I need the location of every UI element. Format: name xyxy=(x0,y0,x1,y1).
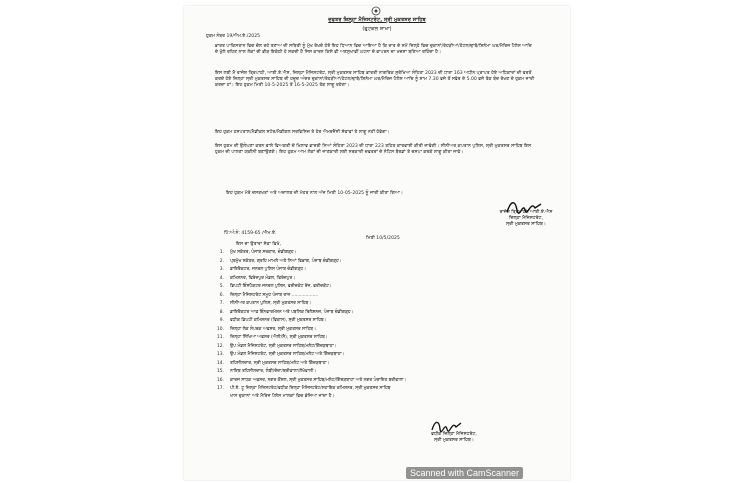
recipient-list xyxy=(210,249,530,394)
list-item xyxy=(210,258,530,267)
list-text: ਡਿਪਟੀ ਇੰਸਪੈਕਟਰ ਜਨਰਲ ਪੁਲਿਸ, ਫਰੀਦਕੋਟ ਰੇਂਜ, ਫਰੀਦਕੋਟ। xyxy=(230,284,332,289)
signature-2-title: ਵਧੀਕ ਜ਼ਿਲ੍ਹਾ ਮੈਜਿਸਟਰੇਟ, xyxy=(431,432,477,437)
list-text: ਡਾਇਰੈਕਟਰ ਆਫ ਇੰਨਫਾਰਮੇਸ਼ਨ ਅਤੇ ਪਬਲਿਕ ਰਿਲੇਸ਼ਨਜ਼, ਪੰਜਾਬ ਚੰਡੀਗੜ੍ਹ। xyxy=(230,309,354,315)
list-item xyxy=(210,266,530,275)
signature-place: ਸ੍ਰੀ ਮੁਕਤਸਰ ਸਾਹਿਬ। xyxy=(506,222,546,227)
list-text: ਜ਼ਿਲ੍ਹਾ ਲੋਕ ਸੰਪਰਕ ਅਫਸਰ, ਸ੍ਰੀ ਮੁਕਤਸਰ ਸਾਹਿਬ। xyxy=(230,326,316,332)
list-text: ਕਮਿਸ਼ਨਰ, ਫਿਰੋਜ਼ਪੁਰ ਮੰਡਲ, ਫਿਰੋਜ਼ਪੁਰ। xyxy=(230,275,296,281)
list-text: ਤਹਿਸੀਲਦਾਰ, ਸ੍ਰੀ ਮੁਕਤਸਰ ਸਾਹਿਬ/ਮਲੋਟ ਅਤੇ ਗਿੱਦੜਬਾਹਾ। xyxy=(230,360,330,366)
list-item xyxy=(210,326,530,335)
paragraph-2: ਇਸ ਲਈ ਮੈਂ ਰਾਜੇਸ਼ ਤ੍ਰਿਪਾਠੀ, ਆਈ.ਏ.ਐਸ, ਜ਼ਿਲ੍ਹਾ ਮੈਜਿਸਟਰੇਟ, ਸ੍ਰੀ ਮੁਕਤਸਰ ਸਾਹਿਬ ਭਾਰਤੀ ਨਾਗਰਿਕ ਸੁਰੱਖਿਆ ਸੰਹਿਤਾ 2023 ਦੀ ਧਾਰਾ 163 ਅਧੀਨ ਪ੍ਰਾਪਤ ਹੋਏ ਅਧਿਕਾਰਾਂ ਦੀ ਵਰਤੋਂ ਕਰਦੇ ਹੋਏ ਜ਼ਿਲ੍ਹਾ ਸ੍ਰੀ ਮੁਕਤਸਰ ਸਾਹਿਬ ਦੀ ਹਦੂਦ ਅੰਦਰ ਦੁਕਾਨਾਂ/ਰੇਹੜੀਆਂ/ਹੋਟਲ/ਢਾਬੇ/ਸ਼ਿਨੇਮਾ ਘਰ/ਮੈਰਿਜ ਪੈਲੇਸ ਆਦਿ ਨੂੰ ਸ਼ਾਮ 7.30 ਵਜੇ ਤੋਂ ਸਵੇਰ ਦੇ 5.00 ਵਜੇ ਤੱਕ ਬੰਦ ਰੱਖਣ ਦੇ ਹੁਕਮ ਜਾਰੀ ਕਰਦਾ ਹਾਂ। ਇਹ ਹੁਕਮ ਮਿਤੀ 10-5-2025 ਤੋਂ 16-5-2025 ਤੱਕ ਲਾਗੂ ਰਹੇਗਾ। xyxy=(215,71,535,88)
list-text: ਸੀਨੀਅਰ ਕਪਤਾਨ ਪੁਲਿਸ, ਸ੍ਰੀ ਮੁਕਤਸਰ ਸਾਹਿਬ। xyxy=(230,301,312,306)
list-number: 11. xyxy=(217,335,224,340)
list-text: ਕਾਰਜ ਸਾਧਕ ਅਫਸਰ, ਨਗਰ ਕੌਂਸਲ, ਸ੍ਰੀ ਮੁਕਤਸਰ ਸਾਹਿਬ/ਮਲੋਟ/ਗਿੱਦੜਬਾਹਾ ਅਤੇ ਨਗਰ ਪੰਚਾਇਤ ਬਰੀਵਾਲਾ। xyxy=(230,377,407,383)
list-number: 17. xyxy=(217,386,224,391)
endorsement-ref: ਪਿੱ:ਅੰ:ਨੰ: 4159-65 /ਐਮ.ਏ. xyxy=(224,231,277,236)
signature-title: ਜ਼ਿਲ੍ਹਾ ਮੈਜਿਸਟਰੇਟ, xyxy=(509,216,543,221)
list-number: 14. xyxy=(217,360,224,366)
list-text: ਉਪ ਮੰਡਲ ਮੈਜਿਸਟਰੇਟ, ਸ੍ਰੀ ਮੁਕਤਸਰ ਸਾਹਿਬ/ਮਲੋਟ/ਗਿੱਦੜਬਾਹਾ। xyxy=(230,343,337,349)
list-item xyxy=(210,249,530,258)
list-item xyxy=(210,292,530,301)
list-number: 4. xyxy=(219,275,224,281)
list-item xyxy=(210,275,530,284)
list-text: ਡਾਇਰੈਕਟਰ, ਜਨਰਲ ਪੁਲਿਸ ਪੰਜਾਬ ਚੰਡੀਗੜ੍ਹ। xyxy=(230,267,307,272)
issue-line: ਇਹ ਹੁਕਮ ਮੇਰੇ ਦਸਤਖਤਾਂ ਅਤੇ ਅਦਾਲਤ ਦੀ ਮੋਹਰ ਨਾਲ ਅੱਜ ਮਿਤੀ 10-05-2025 ਨੂੰ ਜਾਰੀ ਕੀਤਾ ਗਿਆ। xyxy=(226,191,403,196)
list-number: 8. xyxy=(219,309,224,315)
list-text: ਜ਼ਿਲ੍ਹਾ ਸਿੱਖਿਆ ਅਫਸਰ (ਐਲੀ/ਸੈ), ਸ੍ਰੀ ਮੁਕਤਸਰ ਸਾਹਿਬ। xyxy=(230,335,328,340)
list-item xyxy=(210,300,530,309)
list-item xyxy=(210,368,530,377)
list-text: ਪ੍ਰਮੁੱਖ ਸਕੱਤਰ, ਗ੍ਰਹਿ ਮਾਮਲੇ ਅਤੇ ਨਿਆਂ ਵਿਭਾਗ, ਪੰਜਾਬ ਚੰਡੀਗੜ੍ਹ। xyxy=(230,258,342,264)
list-number: 15. xyxy=(217,369,224,374)
list-text: ਮੁੱਖ ਸਕੱਤਰ, ਪੰਜਾਬ ਸਰਕਾਰ, ਚੰਡੀਗੜ੍ਹ। xyxy=(230,250,297,255)
list-number: 7. xyxy=(219,301,224,306)
order-number: ਹੁਕਮ ਨੰਬਰ 19/ਐਮ.ਏ./2025 xyxy=(206,34,261,39)
list-item xyxy=(210,385,530,394)
list-text: ਨਾਇਬ ਤਹਿਸੀਲਦਾਰ, ਲੰਬੀ/ਦੋਦਾ/ਬਰੀਵਾਲਾ/ਲੱਖੇਵਾਲੀ। xyxy=(230,369,317,374)
list-text: ਜ਼ਿਲ੍ਹਾ ਮੈਜਿਸਟਰੇਟ ਸਮੂਹ ਪੰਜਾਬ ਰਾਜ ................... xyxy=(230,292,319,298)
endorsement-date: ਮਿਤੀ 10/5/2025 xyxy=(366,236,400,241)
list-text: ਵਧੀਕ ਡਿਪਟੀ ਕਮਿਸ਼ਨਰ (ਵਿਕਾਸ), ਸ੍ਰੀ ਮੁਕਤਸਰ ਸਾਹਿਬ। xyxy=(230,318,327,323)
branch-title: (ਫੁਟਕਲ ਸ਼ਾਖਾ) xyxy=(362,26,392,32)
office-title: ਦਫਤਰ ਜ਼ਿਲ੍ਹਾ ਮੈਜਿਸਟਰੇਟ, ਸ੍ਰੀ ਮੁਕਤਸਰ ਸਾਹਿਬ xyxy=(328,17,426,23)
list-item xyxy=(210,377,530,386)
list-item xyxy=(210,334,530,343)
list-item xyxy=(210,360,530,369)
list-number: 6. xyxy=(219,292,224,298)
paragraph-3: ਇਹ ਹੁਕਮ ਹਸਪਤਾਲ/ਮੈਡੀਕਲ ਸਟੋਰ/ਮੈਡੀਕਲ ਸਰਵਿਸਿਜ਼ ਤੇ ਹੋਰ ਐਮਰਜੈਂਸੀ ਸੇਵਾਵਾਂ ਤੇ ਲਾਗੂ ਨਹੀਂ ਹੋਵੇਗਾ। xyxy=(215,130,390,135)
list-number: 2. xyxy=(219,258,224,264)
recipient-tail: ਖਾਸ ਦੁਕਾਨਾਂ ਅਤੇ ਮੈਰਿਜ ਪੈਲੇਸ ਮਾਲਕਾਂ ਵਿਚ ਭੇਜਿਆ ਜਾਂਦਾ ਹੈ। xyxy=(230,394,335,399)
signature-2-place: ਸ੍ਰੀ ਮੁਕਤਸਰ ਸਾਹਿਬ। xyxy=(434,438,474,443)
paragraph-4: ਇਸ ਹੁਕਮ ਦੀ ਉਲੰਘਣਾ ਕਰਨ ਵਾਲੇ ਵਿਅਕਤੀ ਦੇ ਖਿਲਾਫ ਭਾਰਤੀ ਨਿਆਂ ਸੰਹਿਤਾ 2023 ਦੀ ਧਾਰਾ 223 ਤਹਿਤ ਕਾਰਵਾਈ ਕੀਤੀ ਜਾਵੇਗੀ। ਸੀਨੀਅਰ ਕਪਤਾਨ ਪੁਲਿਸ, ਸ੍ਰੀ ਮੁਕਤਸਰ ਸਾਹਿਬ ਇਸ ਹੁਕਮ ਦੀ ਪਾਲਣਾ ਯਕੀਨੀ ਬਣਾਉਣਗੇ। ਇਹ ਹੁਕਮ ਆਮ ਲੋਕਾਂ ਦੀ ਜਾਣਕਾਰੀ ਲਈ ਸਰਕਾਰੀ ਦਫਤਰਾਂ ਦੇ ਨੋਟਿਸ ਬੋਰਡਾਂ ਤੇ ਚਸਪਾ ਕਰਕੇ ਲਾਗੂ ਕੀਤਾ ਜਾਵੇ। xyxy=(215,144,532,155)
list-number: 10. xyxy=(217,326,224,332)
list-number: 13. xyxy=(217,352,224,357)
list-text: ਪੀ.ਏ. ਟੂ ਜ਼ਿਲ੍ਹਾ ਮੈਜਿਸਟਰੇਟ/ਵਧੀਕ ਜ਼ਿਲ੍ਹਾ ਮੈਜਿਸਟਰੇਟ/ਸਹਾਇਕ ਕਮਿਸ਼ਨਰ, ਸ੍ਰੀ ਮੁਕਤਸਰ ਸਾਹਿਬ xyxy=(230,386,391,391)
endorsement-intro: ਇਸ ਦਾ ਉਤਾਰਾ ਸੇਵਾ ਵਿਖੇ, xyxy=(236,242,281,247)
list-number: 5. xyxy=(219,284,224,289)
signature-name: ਰਾਜੇਸ਼ ਤ੍ਰਿਪਾਠੀ, ਆਈ.ਏ.ਐਸ xyxy=(499,210,553,215)
list-text: ਉਪ ਮੰਡਲ ਮੈਜਿਸਟਰੇਟ, ਸ੍ਰੀ ਮੁਕਤਸਰ ਸਾਹਿਬ/ਮਲੋਟ ਅਤੇ ਗਿੱਦੜਬਾਹਾ। xyxy=(230,352,345,357)
paragraph-1: ਭਾਰਤ ਪਾਕਿਸਤਾਨ ਵਿਚ ਚੱਲ ਰਹੇ ਤਣਾਅ ਦੀ ਸਥਿਤੀ ਨੂੰ ਮੁੱਖ ਰੱਖਦੇ ਹੋਏ ਇਹ ਧਿਆਨ ਵਿਚ ਆਇਆ ਹੈ ਕਿ ਰਾਤ ਦੇ ਸਮੇਂ ਜ਼ਿਲ੍ਹੇ ਵਿਚ ਦੁਕਾਨਾਂ/ਰੇਹੜੀਆਂ/ਹੋਟਲ/ਢਾਬੇ/ਸ਼ਿਨੇਮਾ ਘਰ/ਮੈਰਿਜ ਪੈਲੇਸ ਆਦਿ ਦੇ ਖੁੱਲੇ ਰਹਿਣ ਨਾਲ ਲੋਕਾਂ ਦੀ ਭੀੜ ਇਕੱਠੀ ਹੋ ਸਕਦੀ ਹੈ ਜਿਸ ਕਾਰਨ ਕਿਸੇ ਵੀ ਅਣਸੁਖਾਵੀਂ ਘਟਨਾ ਦੇ ਵਾਪਰਨ ਦਾ ਖਦਸ਼ਾ ਬਣਿਆ ਰਹਿੰਦਾ ਹੈ। xyxy=(215,44,532,55)
emblem-icon xyxy=(371,6,381,16)
list-item xyxy=(210,317,530,326)
list-number: 1. xyxy=(219,250,224,255)
list-item xyxy=(210,283,530,292)
list-item xyxy=(210,309,530,318)
list-item xyxy=(210,343,530,352)
list-number: 3. xyxy=(219,267,224,272)
list-number: 9. xyxy=(219,318,224,323)
list-number: 12. xyxy=(217,343,224,349)
camscanner-watermark: Scanned with CamScanner xyxy=(406,467,523,479)
list-item xyxy=(210,351,530,360)
list-number: 16. xyxy=(217,377,224,383)
